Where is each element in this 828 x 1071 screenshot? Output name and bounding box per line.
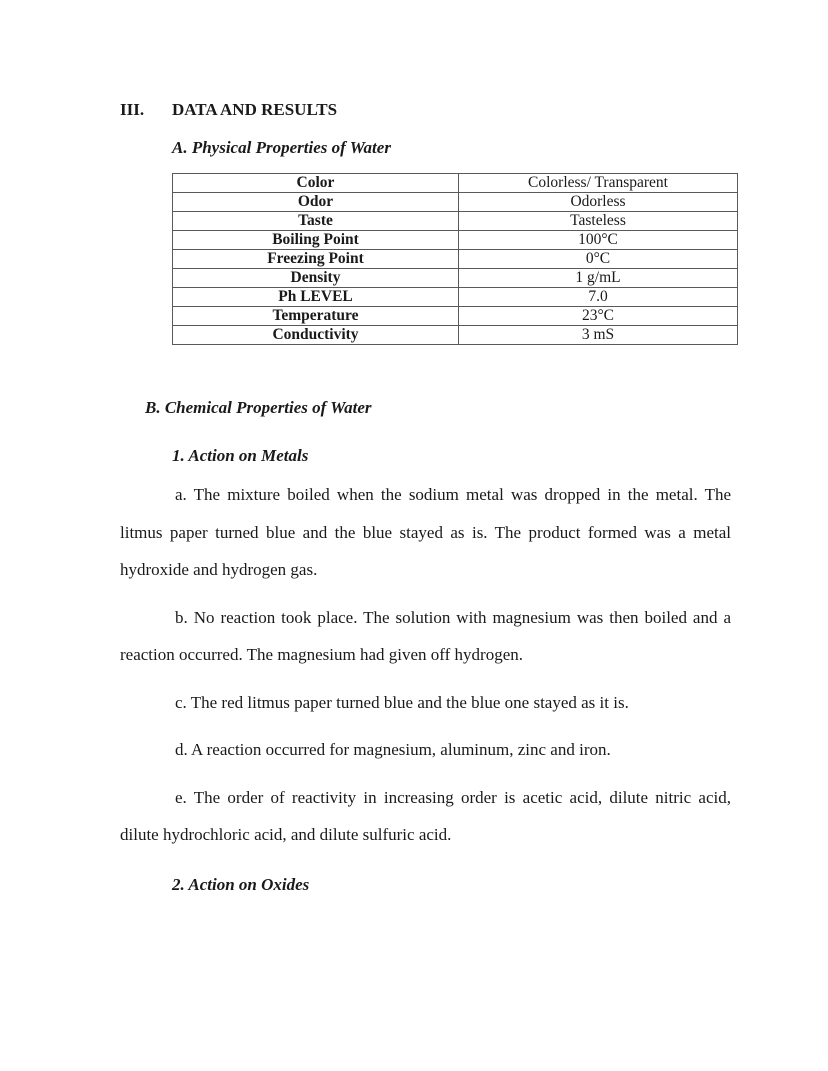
property-value-cell: 0°C — [459, 250, 738, 269]
property-value-cell: 23°C — [459, 307, 738, 326]
property-row — [173, 174, 738, 193]
property-row — [173, 212, 738, 231]
property-value-cell: 7.0 — [459, 288, 738, 307]
property-name-cell: Density — [173, 269, 459, 288]
property-value-cell: 1 g/mL — [459, 269, 738, 288]
property-row — [173, 231, 738, 250]
section-title: DATA AND RESULTS — [172, 100, 338, 119]
section-heading — [120, 99, 731, 120]
property-name-cell: Ph LEVEL — [173, 288, 459, 307]
property-row — [173, 307, 738, 326]
item-1-heading: 1. Action on Metals — [172, 446, 309, 465]
property-value-cell: 3 mS — [459, 326, 738, 345]
results-paragraphs — [120, 476, 731, 854]
property-name-cell: Boiling Point — [173, 231, 459, 250]
property-row — [173, 193, 738, 212]
property-value-cell: Tasteless — [459, 212, 738, 231]
property-name-cell: Color — [173, 174, 459, 193]
property-name-cell: Taste — [173, 212, 459, 231]
property-row — [173, 326, 738, 345]
result-paragraph: e. The order of reactivity in increasing order is acetic acid, dilute nitric acid, dilute hydrochloric acid, and dilute sulfuric acid. — [120, 787, 731, 844]
result-paragraph: c. The red litmus paper turned blue and the blue one stayed as it is. — [175, 692, 629, 712]
property-row — [173, 288, 738, 307]
property-name-cell: Odor — [173, 193, 459, 212]
physical-properties-table-body — [173, 174, 738, 345]
item-2-heading: 2. Action on Oxides — [172, 874, 310, 894]
section-number: III. — [120, 100, 145, 119]
property-value-cell: Colorless/ Transparent — [459, 174, 738, 193]
property-name-cell: Conductivity — [173, 326, 459, 345]
result-paragraph: d. A reaction occurred for magnesium, aluminum, zinc and iron. — [175, 740, 611, 759]
physical-properties-table — [172, 173, 738, 345]
property-value-cell: 100°C — [459, 231, 738, 250]
property-name-cell: Freezing Point — [173, 250, 459, 269]
property-name-cell: Temperature — [173, 307, 459, 326]
result-paragraph: a. The mixture boiled when the sodium metal was dropped in the metal. The litmus paper turned blue and the blue stayed as is. The product formed was a metal hydroxide and hydrogen gas. — [120, 485, 731, 579]
property-value-cell: Odorless — [459, 193, 738, 212]
subsection-a-heading: A. Physical Properties of Water — [172, 138, 391, 157]
result-paragraph: b. No reaction took place. The solution with magnesium was then boiled and a reaction occurred. The magnesium had given off hydrogen. — [120, 607, 731, 664]
subsection-b-heading: B. Chemical Properties of Water — [145, 398, 372, 417]
property-row — [173, 250, 738, 269]
property-row — [173, 269, 738, 288]
